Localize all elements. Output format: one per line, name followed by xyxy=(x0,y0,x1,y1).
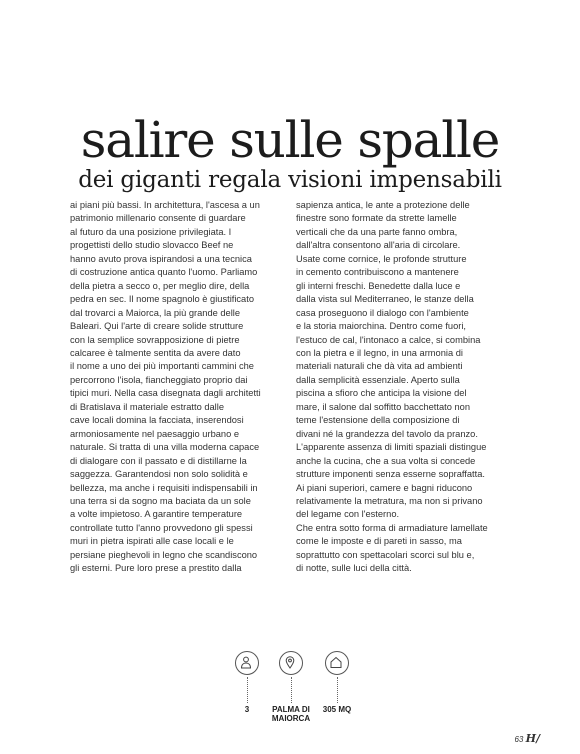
body-text-line: Baleari. Qui l'arte di creare solide strutture xyxy=(70,321,244,332)
body-text-line: verticali che da una parte fanno ombra, xyxy=(296,226,458,237)
body-text-line: calcaree è talmente sentita da avere dato xyxy=(70,347,241,358)
stat-divider xyxy=(291,677,292,703)
body-text-line: in cemento contribuiscono a mantenere xyxy=(296,267,459,278)
body-text-line: del legame con l'esterno. xyxy=(296,509,400,520)
body-text-line: il nome a uno dei più importanti cammini che xyxy=(70,361,254,372)
body-text-line: persiane pieghevoli in legno che scandiscono xyxy=(70,549,258,560)
body-text-line: divani né la grandezza del tavolo da pranzo. xyxy=(296,428,478,439)
location-pin-icon xyxy=(279,651,303,675)
body-text-line: di dialogare con il passato e di distillarne la xyxy=(70,455,247,466)
body-text-line: di Bratislava il materiale estratto dalle xyxy=(70,401,224,412)
info-stats xyxy=(227,651,367,726)
body-text-line: gli esterni. Pure loro prese a prestito dalla xyxy=(70,563,242,574)
body-column-right xyxy=(296,199,512,576)
page-footer xyxy=(514,732,540,745)
body-text-line: sapienza antica, le ante a protezione delle xyxy=(296,200,470,210)
person-icon xyxy=(235,651,259,675)
body-text-line: mare, il salone dal soffitto bacchettato non xyxy=(296,401,470,412)
body-text-line: armoniosamente nel paesaggio urbano e xyxy=(70,428,240,439)
stat-location xyxy=(271,651,311,723)
body-text-line: percorrono l'isola, fiancheggiato proprio dai xyxy=(70,374,248,385)
body-text-line: e la storia maiorchina. Dentro come fuori, xyxy=(296,321,466,332)
body-text-line: piscina a sfioro che anticipa la visione del xyxy=(296,388,467,399)
stat-area xyxy=(317,651,357,714)
body-text-line: con la pietra e il legno, in una armonia di xyxy=(296,347,463,358)
body-text-line: finestre sono formate da strette lamelle xyxy=(296,213,457,224)
body-text-line: bellezza, ma anche i requisiti indispensabili in xyxy=(70,482,258,493)
house-icon xyxy=(325,651,349,675)
body-text-line: materiali naturali che dà vita ad ambienti xyxy=(296,361,463,372)
body-text-line: controllate tutto l'anno provvedono gli spessi xyxy=(70,522,253,533)
body-text-line: strutture imponenti senza esserne sopraffatta. xyxy=(296,469,485,480)
body-text-line: muri in pietra ispirati alle case locali e le xyxy=(70,536,234,547)
body-text-line: di notte, sulle luci della città. xyxy=(296,563,412,574)
body-text-line: come le imposte e di pareti in sasso, ma xyxy=(296,536,462,547)
headline-line-2: dei giganti regala visioni impensabili xyxy=(78,167,502,193)
body-text-line: Ai piani superiori, camere e bagni riducono xyxy=(296,482,473,493)
body-text-line: a volte impietoso. A garantire temperature xyxy=(70,509,243,520)
body-text-line: al futuro da una posizione privilegiata. I xyxy=(70,226,232,237)
stat-location-value: PALMA DI MAIORCA xyxy=(271,705,311,723)
body-text-line: naturale. Si tratta di una villa moderna capace xyxy=(70,442,260,453)
body-text-line: tipici muri. Nella casa disegnata dagli architetti xyxy=(70,388,261,399)
body-text-line: dal trovarci a Maiorca, la più grande delle xyxy=(70,307,241,318)
body-text-line: anche la cucina, che a sua volta si concede xyxy=(296,455,476,466)
body-text-line: ai piani più bassi. In architettura, l'ascesa a un xyxy=(70,200,260,210)
body-text-line: saggezza. Garantendosi non solo solidità e xyxy=(70,469,248,480)
body-text-line: casa proseguono il dialogo con l'ambiente xyxy=(296,307,469,318)
body-text-line: soprattutto con spettacolari scorci sul blu e, xyxy=(296,549,475,560)
body-column-left xyxy=(70,199,286,576)
body-text-line: Usate come cornice, le profonde strutture xyxy=(296,253,467,264)
body-text-line: progettisti dello studio slovacco Beef ne xyxy=(70,240,234,251)
body-text-line: L'apparente assenza di limiti spaziali distingue xyxy=(296,442,487,453)
body-text-line: teme l'estensione della composizione di xyxy=(296,415,460,426)
body-text-line: l'estuco de cal, l'intonaco a calce, si combina xyxy=(296,334,481,345)
body-text-line: patrimonio millenario consente di guardare xyxy=(70,213,246,224)
body-text-line: gli interni freschi. Benedette dalla luce e xyxy=(296,280,461,291)
body-text-line: dall'altra consentono all'aria di circolare. xyxy=(296,240,461,251)
stat-divider xyxy=(337,677,338,703)
body-text-line: relativamente la metratura, ma non si privano xyxy=(296,495,483,506)
body-text-line: dalla vista sul Mediterraneo, le stanze della xyxy=(296,294,474,305)
body-text-line: cave locali domina la facciata, inserendosi xyxy=(70,415,244,426)
body-text-line: dalla semplicità essenziale. Aperto sulla xyxy=(296,374,460,385)
body-text-line: una terra si da sogno ma baciata da un sole xyxy=(70,495,251,506)
brand-logo: H/ xyxy=(525,732,540,745)
body-text-line: hanno avuto prova ispirandosi a una tecnica xyxy=(70,253,252,264)
body-text-line: della pietra a secco o, per meglio dire, della xyxy=(70,280,250,291)
stat-occupants xyxy=(227,651,267,714)
body-text-line: Che entra sotto forma di armadiature lamellate xyxy=(296,522,488,533)
stat-divider xyxy=(247,677,248,703)
stat-occupants-value: 3 xyxy=(244,705,250,714)
body-text-line: con la semplice sovrapposizione di pietre xyxy=(70,334,240,345)
page-number: 63 xyxy=(514,735,524,744)
headline-line-1: salire sulle spalle xyxy=(80,111,500,169)
body-text-line: di costruzione antica quanto l'uomo. Parliamo xyxy=(70,267,258,278)
stat-area-value: 305 MQ xyxy=(322,705,352,714)
body-text-line: pedra en sec. Il nome spagnolo è giustificato xyxy=(70,294,254,305)
